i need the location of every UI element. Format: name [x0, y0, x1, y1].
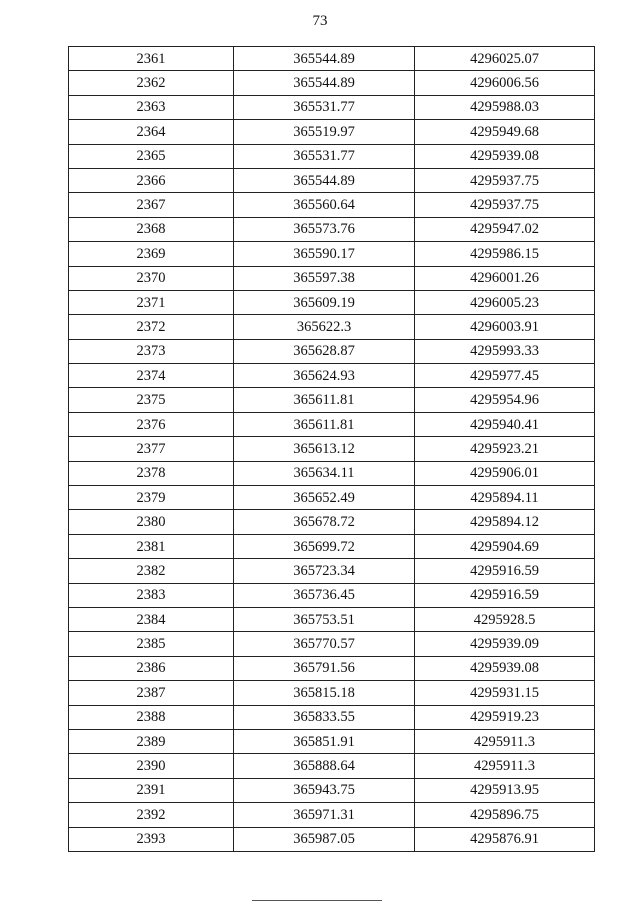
point-number-cell: 2382: [69, 559, 234, 583]
point-number-cell: 2362: [69, 71, 234, 95]
y-coordinate-cell: 4295931.15: [415, 681, 595, 705]
table-row: [69, 534, 595, 558]
page-bottom-rule: [252, 900, 382, 901]
x-coordinate-cell: 365736.45: [234, 583, 415, 607]
table-row: [69, 47, 595, 71]
point-number-cell: 2385: [69, 632, 234, 656]
x-coordinate-cell: 365573.76: [234, 217, 415, 241]
table-row: [69, 71, 595, 95]
table-row: [69, 168, 595, 192]
x-coordinate-cell: 365851.91: [234, 729, 415, 753]
x-coordinate-cell: 365634.11: [234, 461, 415, 485]
point-number-cell: 2386: [69, 656, 234, 680]
table-row: [69, 559, 595, 583]
x-coordinate-cell: 365611.81: [234, 412, 415, 436]
y-coordinate-cell: 4296001.26: [415, 266, 595, 290]
x-coordinate-cell: 365815.18: [234, 681, 415, 705]
y-coordinate-cell: 4295928.5: [415, 607, 595, 631]
y-coordinate-cell: 4295894.12: [415, 510, 595, 534]
x-coordinate-cell: 365531.77: [234, 144, 415, 168]
x-coordinate-cell: 365791.56: [234, 656, 415, 680]
point-number-cell: 2363: [69, 95, 234, 119]
x-coordinate-cell: 365723.34: [234, 559, 415, 583]
table-row: [69, 144, 595, 168]
y-coordinate-cell: 4295949.68: [415, 120, 595, 144]
x-coordinate-cell: 365770.57: [234, 632, 415, 656]
point-number-cell: 2389: [69, 729, 234, 753]
x-coordinate-cell: 365699.72: [234, 534, 415, 558]
y-coordinate-cell: 4295939.09: [415, 632, 595, 656]
point-number-cell: 2384: [69, 607, 234, 631]
point-number-cell: 2374: [69, 364, 234, 388]
x-coordinate-cell: 365531.77: [234, 95, 415, 119]
table-row: [69, 388, 595, 412]
point-number-cell: 2391: [69, 778, 234, 802]
point-number-cell: 2368: [69, 217, 234, 241]
x-coordinate-cell: 365833.55: [234, 705, 415, 729]
point-number-cell: 2379: [69, 486, 234, 510]
point-number-cell: 2370: [69, 266, 234, 290]
point-number-cell: 2372: [69, 315, 234, 339]
x-coordinate-cell: 365678.72: [234, 510, 415, 534]
y-coordinate-cell: 4295986.15: [415, 242, 595, 266]
y-coordinate-cell: 4296005.23: [415, 290, 595, 314]
table-row: [69, 461, 595, 485]
x-coordinate-cell: 365943.75: [234, 778, 415, 802]
x-coordinate-cell: 365544.89: [234, 47, 415, 71]
table-row: [69, 729, 595, 753]
y-coordinate-cell: 4295947.02: [415, 217, 595, 241]
y-coordinate-cell: 4295896.75: [415, 803, 595, 827]
table-row: [69, 120, 595, 144]
point-number-cell: 2381: [69, 534, 234, 558]
point-number-cell: 2375: [69, 388, 234, 412]
point-number-cell: 2369: [69, 242, 234, 266]
y-coordinate-cell: 4295988.03: [415, 95, 595, 119]
point-number-cell: 2371: [69, 290, 234, 314]
coordinates-table-body: [69, 47, 595, 852]
table-row: [69, 803, 595, 827]
point-number-cell: 2377: [69, 437, 234, 461]
table-row: [69, 193, 595, 217]
y-coordinate-cell: 4295977.45: [415, 364, 595, 388]
y-coordinate-cell: 4295904.69: [415, 534, 595, 558]
table-row: [69, 778, 595, 802]
y-coordinate-cell: 4295894.11: [415, 486, 595, 510]
point-number-cell: 2380: [69, 510, 234, 534]
x-coordinate-cell: 365519.97: [234, 120, 415, 144]
point-number-cell: 2388: [69, 705, 234, 729]
point-number-cell: 2361: [69, 47, 234, 71]
point-number-cell: 2393: [69, 827, 234, 851]
table-row: [69, 486, 595, 510]
point-number-cell: 2373: [69, 339, 234, 363]
y-coordinate-cell: 4295911.3: [415, 754, 595, 778]
x-coordinate-cell: 365613.12: [234, 437, 415, 461]
table-row: [69, 266, 595, 290]
point-number-cell: 2387: [69, 681, 234, 705]
x-coordinate-cell: 365544.89: [234, 168, 415, 192]
point-number-cell: 2392: [69, 803, 234, 827]
table-row: [69, 437, 595, 461]
y-coordinate-cell: 4295906.01: [415, 461, 595, 485]
table-row: [69, 583, 595, 607]
page-number: 73: [312, 13, 328, 29]
point-number-cell: 2378: [69, 461, 234, 485]
table-row: [69, 754, 595, 778]
table-row: [69, 705, 595, 729]
y-coordinate-cell: 4295876.91: [415, 827, 595, 851]
x-coordinate-cell: 365624.93: [234, 364, 415, 388]
x-coordinate-cell: 365971.31: [234, 803, 415, 827]
x-coordinate-cell: 365987.05: [234, 827, 415, 851]
table-row: [69, 656, 595, 680]
y-coordinate-cell: 4295937.75: [415, 193, 595, 217]
x-coordinate-cell: 365597.38: [234, 266, 415, 290]
y-coordinate-cell: 4295911.3: [415, 729, 595, 753]
table-row: [69, 364, 595, 388]
y-coordinate-cell: 4295916.59: [415, 583, 595, 607]
point-number-cell: 2365: [69, 144, 234, 168]
table-row: [69, 632, 595, 656]
x-coordinate-cell: 365544.89: [234, 71, 415, 95]
point-number-cell: 2376: [69, 412, 234, 436]
point-number-cell: 2366: [69, 168, 234, 192]
x-coordinate-cell: 365622.3: [234, 315, 415, 339]
x-coordinate-cell: 365753.51: [234, 607, 415, 631]
table-row: [69, 510, 595, 534]
y-coordinate-cell: 4296006.56: [415, 71, 595, 95]
table-row: [69, 242, 595, 266]
x-coordinate-cell: 365611.81: [234, 388, 415, 412]
table-row: [69, 339, 595, 363]
table-row: [69, 315, 595, 339]
point-number-cell: 2383: [69, 583, 234, 607]
x-coordinate-cell: 365888.64: [234, 754, 415, 778]
x-coordinate-cell: 365628.87: [234, 339, 415, 363]
x-coordinate-cell: 365560.64: [234, 193, 415, 217]
table-row: [69, 607, 595, 631]
y-coordinate-cell: 4295940.41: [415, 412, 595, 436]
table-row: [69, 95, 595, 119]
y-coordinate-cell: 4295937.75: [415, 168, 595, 192]
table-row: [69, 412, 595, 436]
y-coordinate-cell: 4295939.08: [415, 144, 595, 168]
table-row: [69, 827, 595, 851]
point-number-cell: 2390: [69, 754, 234, 778]
y-coordinate-cell: 4295993.33: [415, 339, 595, 363]
coordinates-table: [68, 46, 595, 852]
table-row: [69, 217, 595, 241]
y-coordinate-cell: 4295954.96: [415, 388, 595, 412]
y-coordinate-cell: 4295939.08: [415, 656, 595, 680]
x-coordinate-cell: 365652.49: [234, 486, 415, 510]
y-coordinate-cell: 4295923.21: [415, 437, 595, 461]
y-coordinate-cell: 4295913.95: [415, 778, 595, 802]
x-coordinate-cell: 365590.17: [234, 242, 415, 266]
table-row: [69, 681, 595, 705]
y-coordinate-cell: 4296003.91: [415, 315, 595, 339]
y-coordinate-cell: 4295919.23: [415, 705, 595, 729]
x-coordinate-cell: 365609.19: [234, 290, 415, 314]
point-number-cell: 2364: [69, 120, 234, 144]
point-number-cell: 2367: [69, 193, 234, 217]
y-coordinate-cell: 4296025.07: [415, 47, 595, 71]
table-row: [69, 290, 595, 314]
y-coordinate-cell: 4295916.59: [415, 559, 595, 583]
